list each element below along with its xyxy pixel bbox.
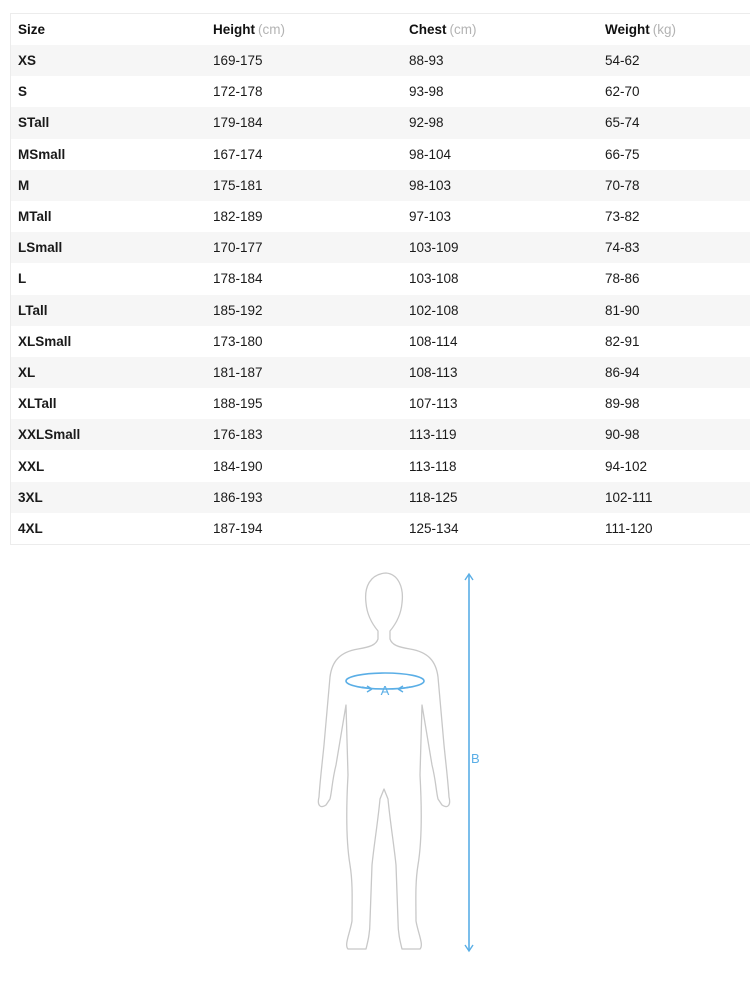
size-cell: LSmall: [18, 240, 63, 256]
size-cell: LTall: [18, 302, 48, 318]
chest-cell: 113-119: [409, 427, 457, 443]
height-cell: 173-180: [213, 333, 263, 349]
chest-cell: 102-108: [409, 302, 459, 318]
chest-cell: 93-98: [409, 84, 444, 100]
weight-cell: 90-98: [605, 427, 640, 443]
header-weight-unit: (kg): [652, 22, 676, 37]
table-row: [11, 201, 750, 232]
height-cell: 179-184: [213, 115, 263, 131]
height-cell: 178-184: [213, 271, 263, 287]
table-row: [11, 232, 750, 263]
size-cell: XL: [18, 364, 36, 380]
weight-cell: 73-82: [605, 209, 640, 225]
size-cell: M: [18, 177, 30, 193]
table-row: [11, 388, 750, 419]
size-cell: S: [18, 84, 28, 100]
table-row: [11, 419, 750, 450]
weight-cell: 78-86: [605, 271, 640, 287]
header-size-label: Size: [18, 22, 46, 37]
height-cell: 172-178: [213, 84, 263, 100]
weight-cell: 111-120: [605, 520, 653, 536]
size-cell: STall: [18, 115, 50, 131]
weight-cell: 74-83: [605, 240, 640, 256]
height-cell: 176-183: [213, 427, 263, 443]
height-cell: 184-190: [213, 458, 263, 474]
weight-cell: 86-94: [605, 364, 640, 380]
chest-cell: 97-103: [409, 209, 452, 225]
weight-cell: 65-74: [605, 115, 640, 131]
chest-cell: 98-103: [409, 177, 452, 193]
header-weight-label: Weight: [605, 22, 650, 37]
chest-label: A: [380, 683, 390, 698]
weight-cell: 70-78: [605, 177, 640, 193]
weight-cell: 102-111: [605, 489, 653, 505]
size-cell: L: [18, 271, 27, 287]
size-cell: XXL: [18, 458, 45, 474]
height-cell: 187-194: [213, 520, 263, 536]
height-cell: 167-174: [213, 146, 263, 162]
height-cell: 181-187: [213, 364, 263, 380]
table-row: [11, 263, 750, 294]
size-chart-table-wrapper: [10, 13, 750, 545]
header-height-label: Height: [213, 22, 255, 37]
height-cell: 185-192: [213, 302, 263, 318]
size-cell: XS: [18, 53, 37, 69]
table-row: [11, 107, 750, 138]
header-weight: [598, 14, 750, 45]
table-header-row: [11, 14, 750, 45]
table-row: [11, 482, 750, 513]
table-row: [11, 357, 750, 388]
weight-cell: 66-75: [605, 146, 640, 162]
weight-cell: 94-102: [605, 458, 648, 474]
height-cell: 188-195: [213, 396, 263, 412]
size-cell: 3XL: [18, 489, 43, 505]
header-size: [11, 14, 206, 45]
chest-cell: 103-109: [409, 240, 459, 256]
height-label: B: [471, 751, 480, 766]
chest-cell: 118-125: [409, 489, 458, 505]
chest-cell: 113-118: [409, 458, 457, 474]
arrow-left-icon: [398, 686, 410, 692]
height-cell: 170-177: [213, 240, 263, 256]
table-row: [11, 76, 750, 107]
chest-cell: 108-113: [409, 364, 458, 380]
header-chest: [402, 14, 598, 45]
size-cell: 4XL: [18, 520, 43, 536]
weight-cell: 82-91: [605, 333, 640, 349]
height-cell: 182-189: [213, 209, 263, 225]
table-row: [11, 170, 750, 201]
chest-cell: 108-114: [409, 333, 458, 349]
table-row: [11, 295, 750, 326]
height-cell: 175-181: [213, 177, 263, 193]
size-cell: MTall: [18, 209, 52, 225]
header-height-unit: (cm): [258, 22, 285, 37]
header-height: [206, 14, 402, 45]
table-row: [11, 45, 750, 76]
header-chest-label: Chest: [409, 22, 447, 37]
weight-cell: 54-62: [605, 53, 640, 69]
size-cell: MSmall: [18, 146, 66, 162]
body-outline-illustration: [300, 565, 500, 965]
size-cell: XXLSmall: [18, 427, 81, 443]
chest-measurement: [346, 673, 424, 698]
table-row: [11, 326, 750, 357]
chest-cell: 107-113: [409, 396, 458, 412]
size-chart-table: [11, 14, 750, 544]
chest-cell: 98-104: [409, 146, 452, 162]
weight-cell: 89-98: [605, 396, 640, 412]
size-cell: XLSmall: [18, 333, 72, 349]
arrow-right-icon: [362, 686, 372, 692]
height-cell: 186-193: [213, 489, 263, 505]
height-measurement: [465, 574, 480, 951]
size-cell: XLTall: [18, 396, 57, 412]
table-row: [11, 139, 750, 170]
height-cell: 169-175: [213, 53, 263, 69]
body-measurement-diagram: [300, 565, 500, 965]
chest-cell: 92-98: [409, 115, 444, 131]
body-outline-icon: [318, 573, 449, 949]
weight-cell: 62-70: [605, 84, 640, 100]
table-row: [11, 513, 750, 544]
weight-cell: 81-90: [605, 302, 640, 318]
chest-cell: 103-108: [409, 271, 459, 287]
chest-cell: 125-134: [409, 520, 459, 536]
table-row: [11, 450, 750, 481]
header-chest-unit: (cm): [449, 22, 477, 37]
chest-cell: 88-93: [409, 53, 444, 69]
